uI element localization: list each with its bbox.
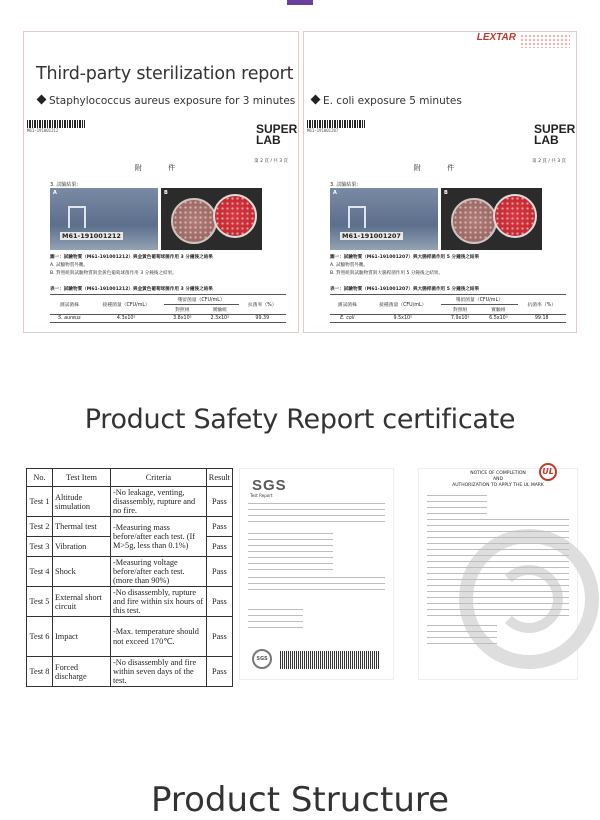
barcode-icon xyxy=(307,120,365,128)
table-row: S. aureus 4.3x10⁵ 3.8x10⁵ 2.3x10³ 99.39 xyxy=(50,315,286,323)
barcode-icon xyxy=(280,651,380,669)
barcode-text: M61-191001212 xyxy=(27,128,59,133)
diamond-bullet-icon xyxy=(37,95,47,105)
photo-label-a: A xyxy=(53,190,57,196)
section-heading: Product Safety Report certificate xyxy=(84,404,516,435)
barcode-text: M61-191001207 xyxy=(307,128,339,133)
petri-dish-icon xyxy=(451,198,497,244)
petri-dish-icon xyxy=(213,194,257,238)
sterilization-report-staph xyxy=(23,31,299,333)
report-subtitle xyxy=(38,95,295,107)
figure-caption: 圖一：試驗物質（M61-191001207）與大腸桿菌作用 5 分鐘後之結果 xyxy=(330,255,480,260)
document-text-lines xyxy=(427,625,497,647)
table-caption: 表一：試驗物質（M61-191001212）與金黃色葡萄球菌作用 3 分鐘後之結果 xyxy=(50,287,213,292)
table-row: Test 6 Impact -Max. temperature should not exceed 170℃. Pass xyxy=(27,617,233,657)
safety-test-table-document xyxy=(26,468,233,685)
attachment-label: 附 件 xyxy=(413,164,467,172)
sgs-test-report xyxy=(239,468,394,680)
report-title: Test Report xyxy=(250,493,273,498)
results-table: 測試菌株 接種菌量（CFU/mL） 殘留菌量（CFU/mL） 抗菌率（%） 對照組 實驗組 S. aureus 4.3x10⁵ 3.8x10⁵ 2.3x10³ 99.39 xyxy=(50,294,286,323)
table-row: Test 5 External short circuit -No disassembly, rupture and fire within six hours of this test. Pass xyxy=(27,587,233,617)
sample-id-label: M61-191001207 xyxy=(342,232,401,240)
sgs-stamp: SGS xyxy=(252,649,272,669)
table-row: Test 3 Vibration Pass xyxy=(27,537,233,557)
decorative-dots xyxy=(520,34,570,48)
ul-notice-document xyxy=(418,468,578,680)
ul-logo: UL xyxy=(539,463,557,481)
photo-label-a: A xyxy=(333,190,337,196)
attachment-label: 附 件 xyxy=(134,164,188,172)
results-label: 3. 試驗結果： xyxy=(330,182,362,188)
petri-dish-photo xyxy=(441,188,542,250)
diamond-bullet-icon xyxy=(311,95,321,105)
superlab-logo: SUPER LAB xyxy=(256,122,298,147)
table-row: E. coli 9.5x10⁵ 7.9x10⁵ 6.5x10³ 99.18 xyxy=(330,315,566,323)
device-icon xyxy=(348,206,366,228)
results-table: 測試菌株 接種菌量（CFU/mL） 殘留菌量（CFU/mL） 抗菌率（%） 對照組 實驗組 E. coli 9.5x10⁵ 7.9x10⁵ 6.5x10³ 99.18 xyxy=(330,294,566,323)
table-row: Test 8 Forced discharge -No disassembly and fire within seven days of the test. Pass xyxy=(27,657,233,687)
subtitle-text: E. coli exposure 5 minutes xyxy=(323,95,462,107)
table-row: Test 4 Shock -Measuring voltage before/after each test. (more than 90%) Pass xyxy=(27,557,233,587)
notice-heading: NOTICE OF COMPLETION AND AUTHORIZATION TO APPLY THE UL MARK xyxy=(452,471,544,488)
document-text-lines xyxy=(248,577,385,593)
table-caption: 表一：試驗物質（M61-191001207）與大腸桿菌作用 5 分鐘後之結果 xyxy=(330,287,480,292)
report-title: Third-party sterilization report xyxy=(36,64,294,84)
document-text-lines xyxy=(248,503,385,527)
petri-dish-icon xyxy=(171,198,217,244)
section-heading: Product Structure xyxy=(150,780,450,820)
safety-test-table: No. Test Item Criteria Result Test 1 Altitude simulation -No leakage, venting, disassembly, rupture and no fire. Pass Test 2 Thermal test -Measuring mass before/after each test. (If M>5g, less than 0.1%) Pass Test 3 Vibration Pass Test 4 Shock -Measuring voltage before/after each test. (more than 90%) Pass Test 5 External short circuit -No disassembly, rupture and fire within six hours of this test. Pass Test 6 Impact -Max. temperature should not exceed 170℃. Pass Test 8 Forced discharge -No disassembly and fire within seven days of the test. Pass xyxy=(26,468,233,687)
top-accent-bar xyxy=(287,0,313,5)
figure-caption-a: A. 試驗物質外觀。 xyxy=(50,263,89,268)
figure-caption-b: B. 對照組與試驗物質與金黃色葡萄球菌作用 3 分鐘後之結果。 xyxy=(50,271,177,276)
sample-photo xyxy=(50,188,158,250)
sample-photo xyxy=(330,188,438,250)
subtitle-text: Staphylococcus aureus exposure for 3 minutes xyxy=(49,95,296,107)
figure-caption-b: B. 對照組與試驗物質與大腸桿菌作用 5 分鐘後之結果。 xyxy=(330,271,443,276)
page-number: 第 2 頁 / 共 3 頁 xyxy=(532,159,566,164)
document-text-lines xyxy=(248,533,333,571)
document-text-lines xyxy=(248,609,303,629)
table-row: Test 2 Thermal test -Measuring mass before/after each test. (If M>5g, less than 0.1%) Pass xyxy=(27,517,233,537)
sample-id-label: M61-191001212 xyxy=(62,232,121,240)
sterilization-report-ecoli xyxy=(303,31,577,333)
document-text-lines xyxy=(427,495,487,517)
results-label: 3. 試驗結果： xyxy=(50,182,82,188)
petri-dish-photo xyxy=(161,188,262,250)
barcode-icon xyxy=(27,120,85,128)
photo-label-b: B xyxy=(164,190,168,196)
lextar-logo: LEXTAR xyxy=(476,32,516,43)
figure-caption: 圖一：試驗物質（M61-191001212）與金黃色葡萄球菌作用 3 分鐘後之結果 xyxy=(50,255,213,260)
superlab-logo: SUPER LAB xyxy=(534,122,576,147)
document-text-lines xyxy=(427,549,569,619)
table-row: Test 1 Altitude simulation -No leakage, venting, disassembly, rupture and no fire. Pass xyxy=(27,487,233,517)
report-subtitle xyxy=(312,95,462,107)
device-icon xyxy=(68,206,86,228)
petri-dish-icon xyxy=(493,194,537,238)
sgs-logo: SGS xyxy=(252,477,287,494)
page-number: 第 2 頁 / 共 3 頁 xyxy=(254,159,288,164)
photo-label-b: B xyxy=(444,190,448,196)
document-text-lines xyxy=(427,519,569,545)
figure-caption-a: A. 試驗物質外觀。 xyxy=(330,263,369,268)
